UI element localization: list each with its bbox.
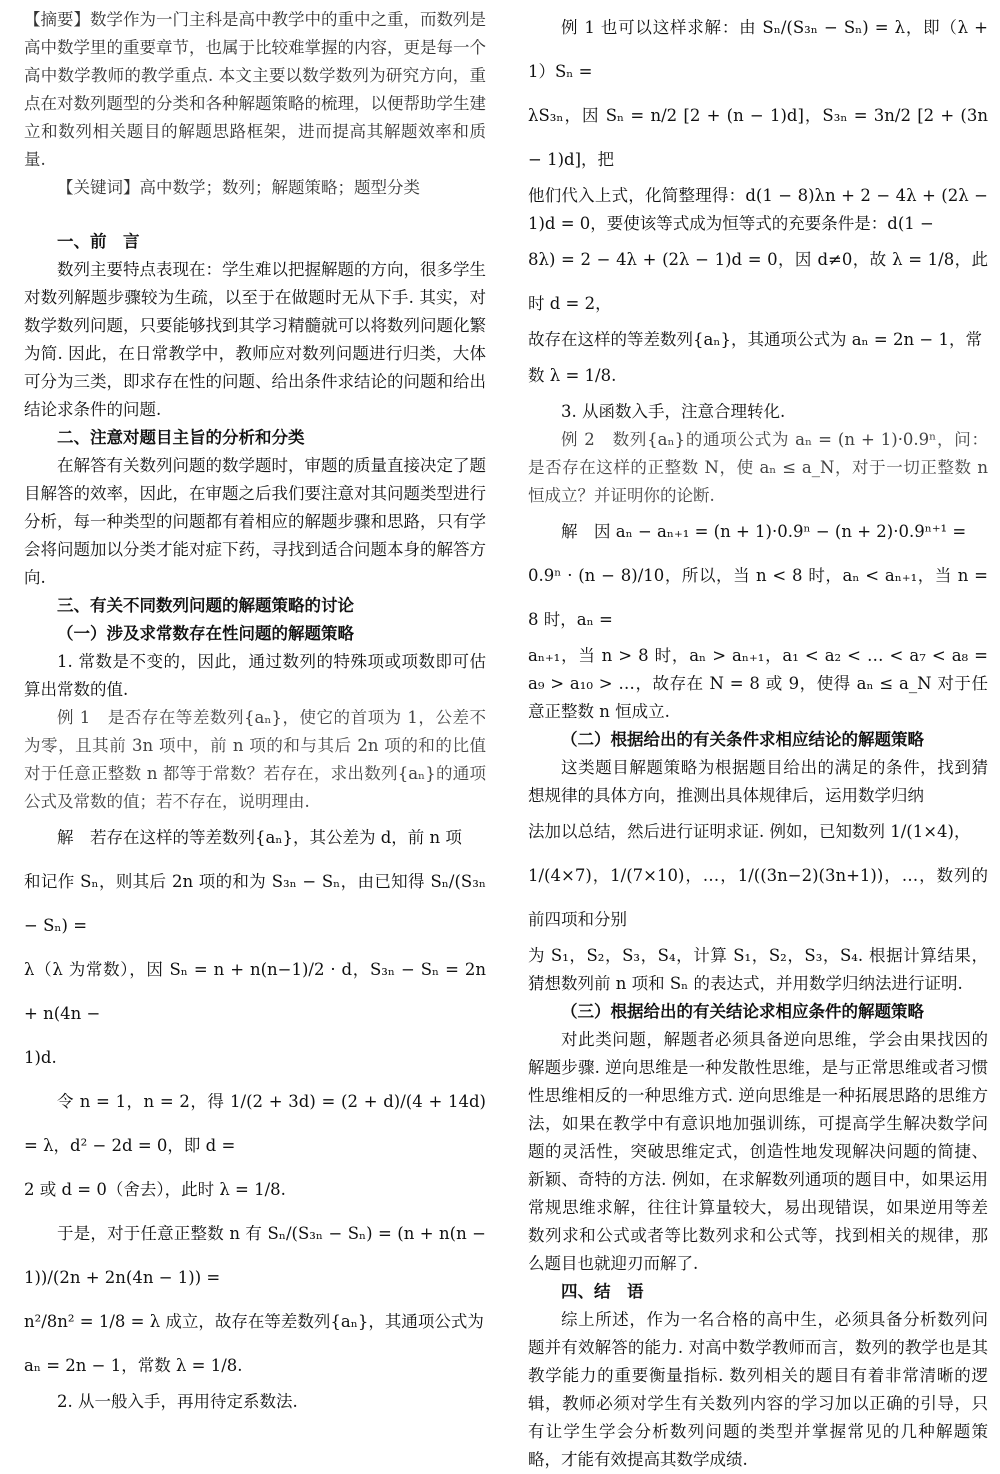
paragraph: λ（λ 为常数），因 Sₙ = n + n(n−1)/2 · d，S₃ₙ − Sₙ = 2n + n(4n −	[24, 960, 486, 1023]
paragraph: 故存在这样的等差数列{aₙ}，其通项公式为 aₙ = 2n − 1，常	[528, 330, 982, 349]
paragraph: 数列主要特点表现在：学生难以把握解题的方向，很多学生对数列解题步骤较为生疏，以至于在做题时无从下手. 其实，对数学数列问题，只要能够找到其学习精髓就可以将数列问题化繁为简. 因此，在日常教学中，教师应对数列问题进行归类，大体可分为三类，即求存在性的问题、给出条件求结论的问题和给出结论求条件的问题.	[24, 260, 486, 419]
paragraph: aₙ = 2n − 1，常数 λ = 1/8.	[24, 1356, 243, 1375]
paragraph: 1. 常数是不变的，因此，通过数列的特殊项或项数即可估算出常数的值.	[24, 652, 486, 699]
paragraph: 2 或 d = 0（舍去），此时 λ = 1/8.	[24, 1180, 286, 1199]
section-heading: （二）根据给出的有关条件求相应结论的解题策略	[561, 730, 924, 749]
section-heading: （一）涉及求常数存在性问题的解题策略	[57, 624, 354, 643]
paragraph: 3. 从函数入手，注意合理转化.	[561, 402, 786, 421]
section-heading: 一、前 言	[57, 232, 140, 251]
paragraph: 这类题目解题策略为根据题目给出的满足的条件，找到猜想规律的具体方向，推测出具体规律后，运用数学归纳	[528, 758, 988, 805]
section-heading: 三、有关不同数列问题的解题策略的讨论	[57, 596, 354, 615]
section-heading: 四、结 语	[561, 1282, 644, 1301]
right-column	[528, 6, 988, 1474]
paragraph: 2. 从一般入手，再用待定系数法.	[57, 1392, 298, 1411]
paragraph: 数 λ = 1/8.	[528, 366, 617, 385]
paragraph: 对此类问题，解题者必须具备逆向思维，学会由果找因的解题步骤. 逆向思维是一种发散性思维，是与正常思维或者习惯性思维相反的一种思维方式. 逆向思维是一种拓展思路的思维方法，如果在教学中有意识地加强训练，可提高学生解决数学问题的灵活性，突破思维定式，创造性地发现解决问题的简捷、新颖、奇特的方法. 例如，在求解数列通项的题目中，如果运用常规思维求解，往往计算量较大，易出现错误，如果逆用等差数列求和公式或者等比数列求和公式等，找到相关的规律，那么题目也就迎刃而解了.	[528, 1030, 988, 1273]
paragraph: 【摘要】数学作为一门主科是高中教学中的重中之重，而数列是高中数学里的重要章节，也属于比较难掌握的内容，更是每一个高中数学教师的教学重点. 本文主要以数学数列为研究方向，重点在对数列题型的分类和各种解题策略的梳理，以便帮助学生建立和数列相关题目的解题思路框架，进而提高其解题效率和质量.	[24, 10, 486, 169]
paragraph: 例 1 也可以这样求解：由 Sₙ/(S₃ₙ − Sₙ) = λ，即（λ + 1）Sₙ =	[528, 18, 988, 81]
paragraph: 在解答有关数列问题的数学题时，审题的质量直接决定了题目解答的效率，因此，在审题之后我们要注意对其问题类型进行分析，每一种类型的问题都有着相应的解题步骤和思路，只有学会将问题加以分类才能对症下药，寻找到适合问题本身的解答方向.	[24, 456, 486, 587]
left-column	[24, 6, 486, 1416]
paragraph: 他们代入上式，化简整理得：d(1 − 8)λn + 2 − 4λ + (2λ − 1)d = 0，要使该等式成为恒等式的充要条件是：d(1 −	[528, 186, 988, 233]
paragraph: 解 若存在这样的等差数列{aₙ}，其公差为 d，前 n 项	[57, 828, 462, 847]
paragraph: 解 因 aₙ − aₙ₊₁ = (n + 1)·0.9ⁿ − (n + 2)·0.9ⁿ⁺¹ =	[561, 522, 967, 541]
paragraph: 1)d.	[24, 1048, 57, 1067]
paragraph: 例 2 数列{aₙ}的通项公式为 aₙ = (n + 1)·0.9ⁿ，问：是否存在这样的正整数 N，使 aₙ ≤ a_N，对于一切正整数 n 恒成立？并证明你的论断.	[528, 430, 988, 505]
paragraph: 0.9ⁿ · (n − 8)/10，所以，当 n < 8 时，aₙ < aₙ₊₁，当 n = 8 时，aₙ =	[528, 566, 988, 629]
paragraph: 为 S₁，S₂，S₃，S₄，计算 S₁，S₂，S₃，S₄. 根据计算结果，猜想数列前 n 项和 Sₙ 的表达式，并用数学归纳法进行证明.	[528, 946, 988, 993]
section-heading: （三）根据给出的有关结论求相应条件的解题策略	[561, 1002, 924, 1021]
paragraph: 【关键词】高中数学；数列；解题策略；题型分类	[57, 178, 420, 197]
paragraph: 令 n = 1，n = 2，得 1/(2 + 3d) = (2 + d)/(4 + 14d) = λ，d² − 2d = 0，即 d =	[24, 1092, 486, 1155]
paragraph: aₙ₊₁，当 n > 8 时，aₙ > aₙ₊₁，a₁ < a₂ < … < a₇ < a₈ = a₉ > a₁₀ > …，故存在 N = 8 或 9，使得 aₙ ≤ a_N 对于任意正整数 n 恒成立.	[528, 646, 988, 721]
paragraph: 1/(4×7)，1/(7×10)，…，1/((3n−2)(3n+1))，…，数列的前四项和分别	[528, 866, 988, 929]
paragraph	[24, 202, 486, 228]
paragraph: 例 1 是否存在等差数列{aₙ}，使它的首项为 1，公差不为零，且其前 3n 项中，前 n 项的和与其后 2n 项的和的比值对于任意正整数 n 都等于常数？若存在，求出数列{aₙ}的通项公式及常数的值；若不存在，说明理由.	[24, 708, 486, 811]
paragraph: λS₃ₙ，因 Sₙ = n/2 [2 + (n − 1)d]，S₃ₙ = 3n/2 [2 + (3n − 1)d]，把	[528, 106, 988, 169]
paragraph: 于是，对于任意正整数 n 有 Sₙ/(S₃ₙ − Sₙ) = (n + n(n − 1))/(2n + 2n(4n − 1)) =	[24, 1224, 486, 1287]
paragraph: 综上所述，作为一名合格的高中生，必须具备分析数列问题并有效解答的能力. 对高中数学教师而言，数列的教学也是其教学能力的重要衡量指标. 数列相关的题目有着非常清晰的逻辑，教师必须对学生有关数列内容的学习加以正确的引导，只有让学生学会分析数列问题的类型并掌握常见的几种解题策略，才能有效提高其数学成绩.	[528, 1310, 988, 1469]
paragraph: 法加以总结，然后进行证明求证. 例如，已知数列 1/(1×4)，	[528, 822, 971, 841]
section-heading: 二、注意对题目主旨的分析和分类	[57, 428, 305, 447]
paragraph: 和记作 Sₙ，则其后 2n 项的和为 S₃ₙ − Sₙ，由已知得 Sₙ/(S₃ₙ − Sₙ) =	[24, 872, 486, 935]
paragraph: n²/8n² = 1/8 = λ 成立，故存在等差数列{aₙ}，其通项公式为	[24, 1312, 484, 1331]
paragraph: 8λ) = 2 − 4λ + (2λ − 1)d = 0，因 d≠0，故 λ = 1/8，此时 d = 2，	[528, 250, 988, 313]
